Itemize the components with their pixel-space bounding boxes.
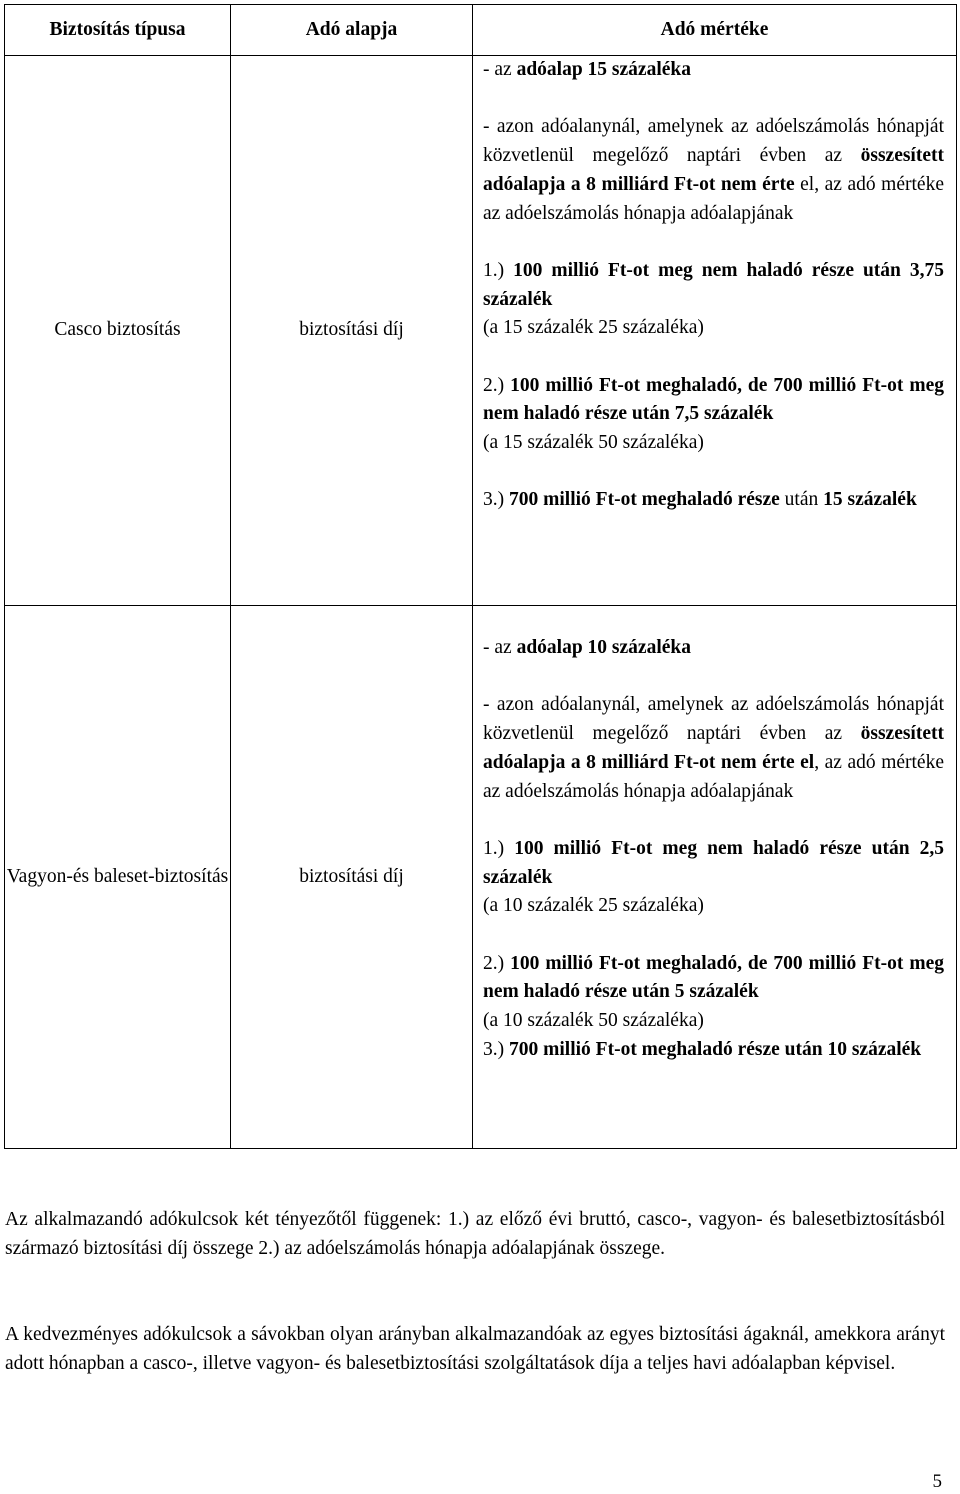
insurance-type-cell: Vagyon-és baleset-biztosítás [5,606,231,1149]
page-number: 5 [932,1471,942,1492]
header-tax-base: Adó alapja [231,5,473,56]
rate-band-2: 2.) 100 millió Ft-ot meghaladó, de 700 millió Ft-ot meg nem haladó része után 5 százalék [483,952,944,1003]
rate-band-1-note: (a 15 százalék 25 százaléka) [483,317,704,339]
tax-rate-cell [473,56,957,606]
header-insurance-type: Biztosítás típusa [5,5,231,56]
preferential-rates-paragraph: A kedvezményes adókulcsok a sávokban olyan arányban alkalmazandóak az egyes biztosítási ágaknál, amekkora arányt adott hónapban a casco-, illetve vagyon- és balesetbiztosítási szolgáltatások díja a teljes havi adóalapban képvisel. [5,1324,945,1374]
tax-rate-table [4,4,957,1149]
header-tax-rate: Adó mértéke [473,5,957,56]
rate-band-2-note: (a 10 százalék 50 százaléka) [483,1010,704,1032]
rate-band-1-note: (a 10 százalék 25 százaléka) [483,895,704,917]
threshold-intro: - azon adóalanynál, amelynek az adóelszámolás hónapját közvetlenül megelőző naptári évben az összesített adóalapja a 8 milliárd Ft-ot nem érte el, az adó mértéke az adóelszámolás hónapja adóalapjának [483,116,944,224]
base-percentage: - az adóalap 15 százaléka [483,59,691,80]
base-percentage: - az adóalap 10 százaléka [483,637,691,658]
insurance-type-cell: Casco biztosítás [5,56,231,606]
rate-band-1: 1.) 100 millió Ft-ot meg nem haladó része után 3,75 százalék [483,259,945,310]
rate-band-2-note: (a 15 százalék 50 százaléka) [483,432,704,454]
rate-factors-paragraph: Az alkalmazandó adókulcsok két tényezőtől függenek: 1.) az előző évi bruttó, casco-, vagyon- és balesetbiztosításból származó biztosítási díj összege 2.) az adóelszámolás hónapja adóalapjának összege. [5,1209,945,1259]
rate-band-3: 3.) 700 millió Ft-ot meghaladó része után 15 százalék [483,489,917,511]
table-row-casco [5,56,957,606]
table-header-row [5,5,957,56]
tax-base-cell: biztosítási díj [231,56,473,606]
rate-band-1: 1.) 100 millió Ft-ot meg nem haladó része után 2,5 százalék [483,837,944,888]
threshold-intro: - azon adóalanynál, amelynek az adóelszámolás hónapját közvetlenül megelőző naptári évben az összesített adóalapja a 8 milliárd Ft-ot nem érte el, az adó mértéke az adóelszámolás hónapja adóalapjának [483,694,944,802]
table-row-property-accident [5,606,957,1149]
rate-band-2: 2.) 100 millió Ft-ot meghaladó, de 700 millió Ft-ot meg nem haladó része után 7,5 százalék [483,374,944,425]
rate-band-3: 3.) 700 millió Ft-ot meghaladó része után 10 százalék [483,1038,922,1060]
tax-rate-cell [473,606,957,1149]
tax-base-cell: biztosítási díj [231,606,473,1149]
